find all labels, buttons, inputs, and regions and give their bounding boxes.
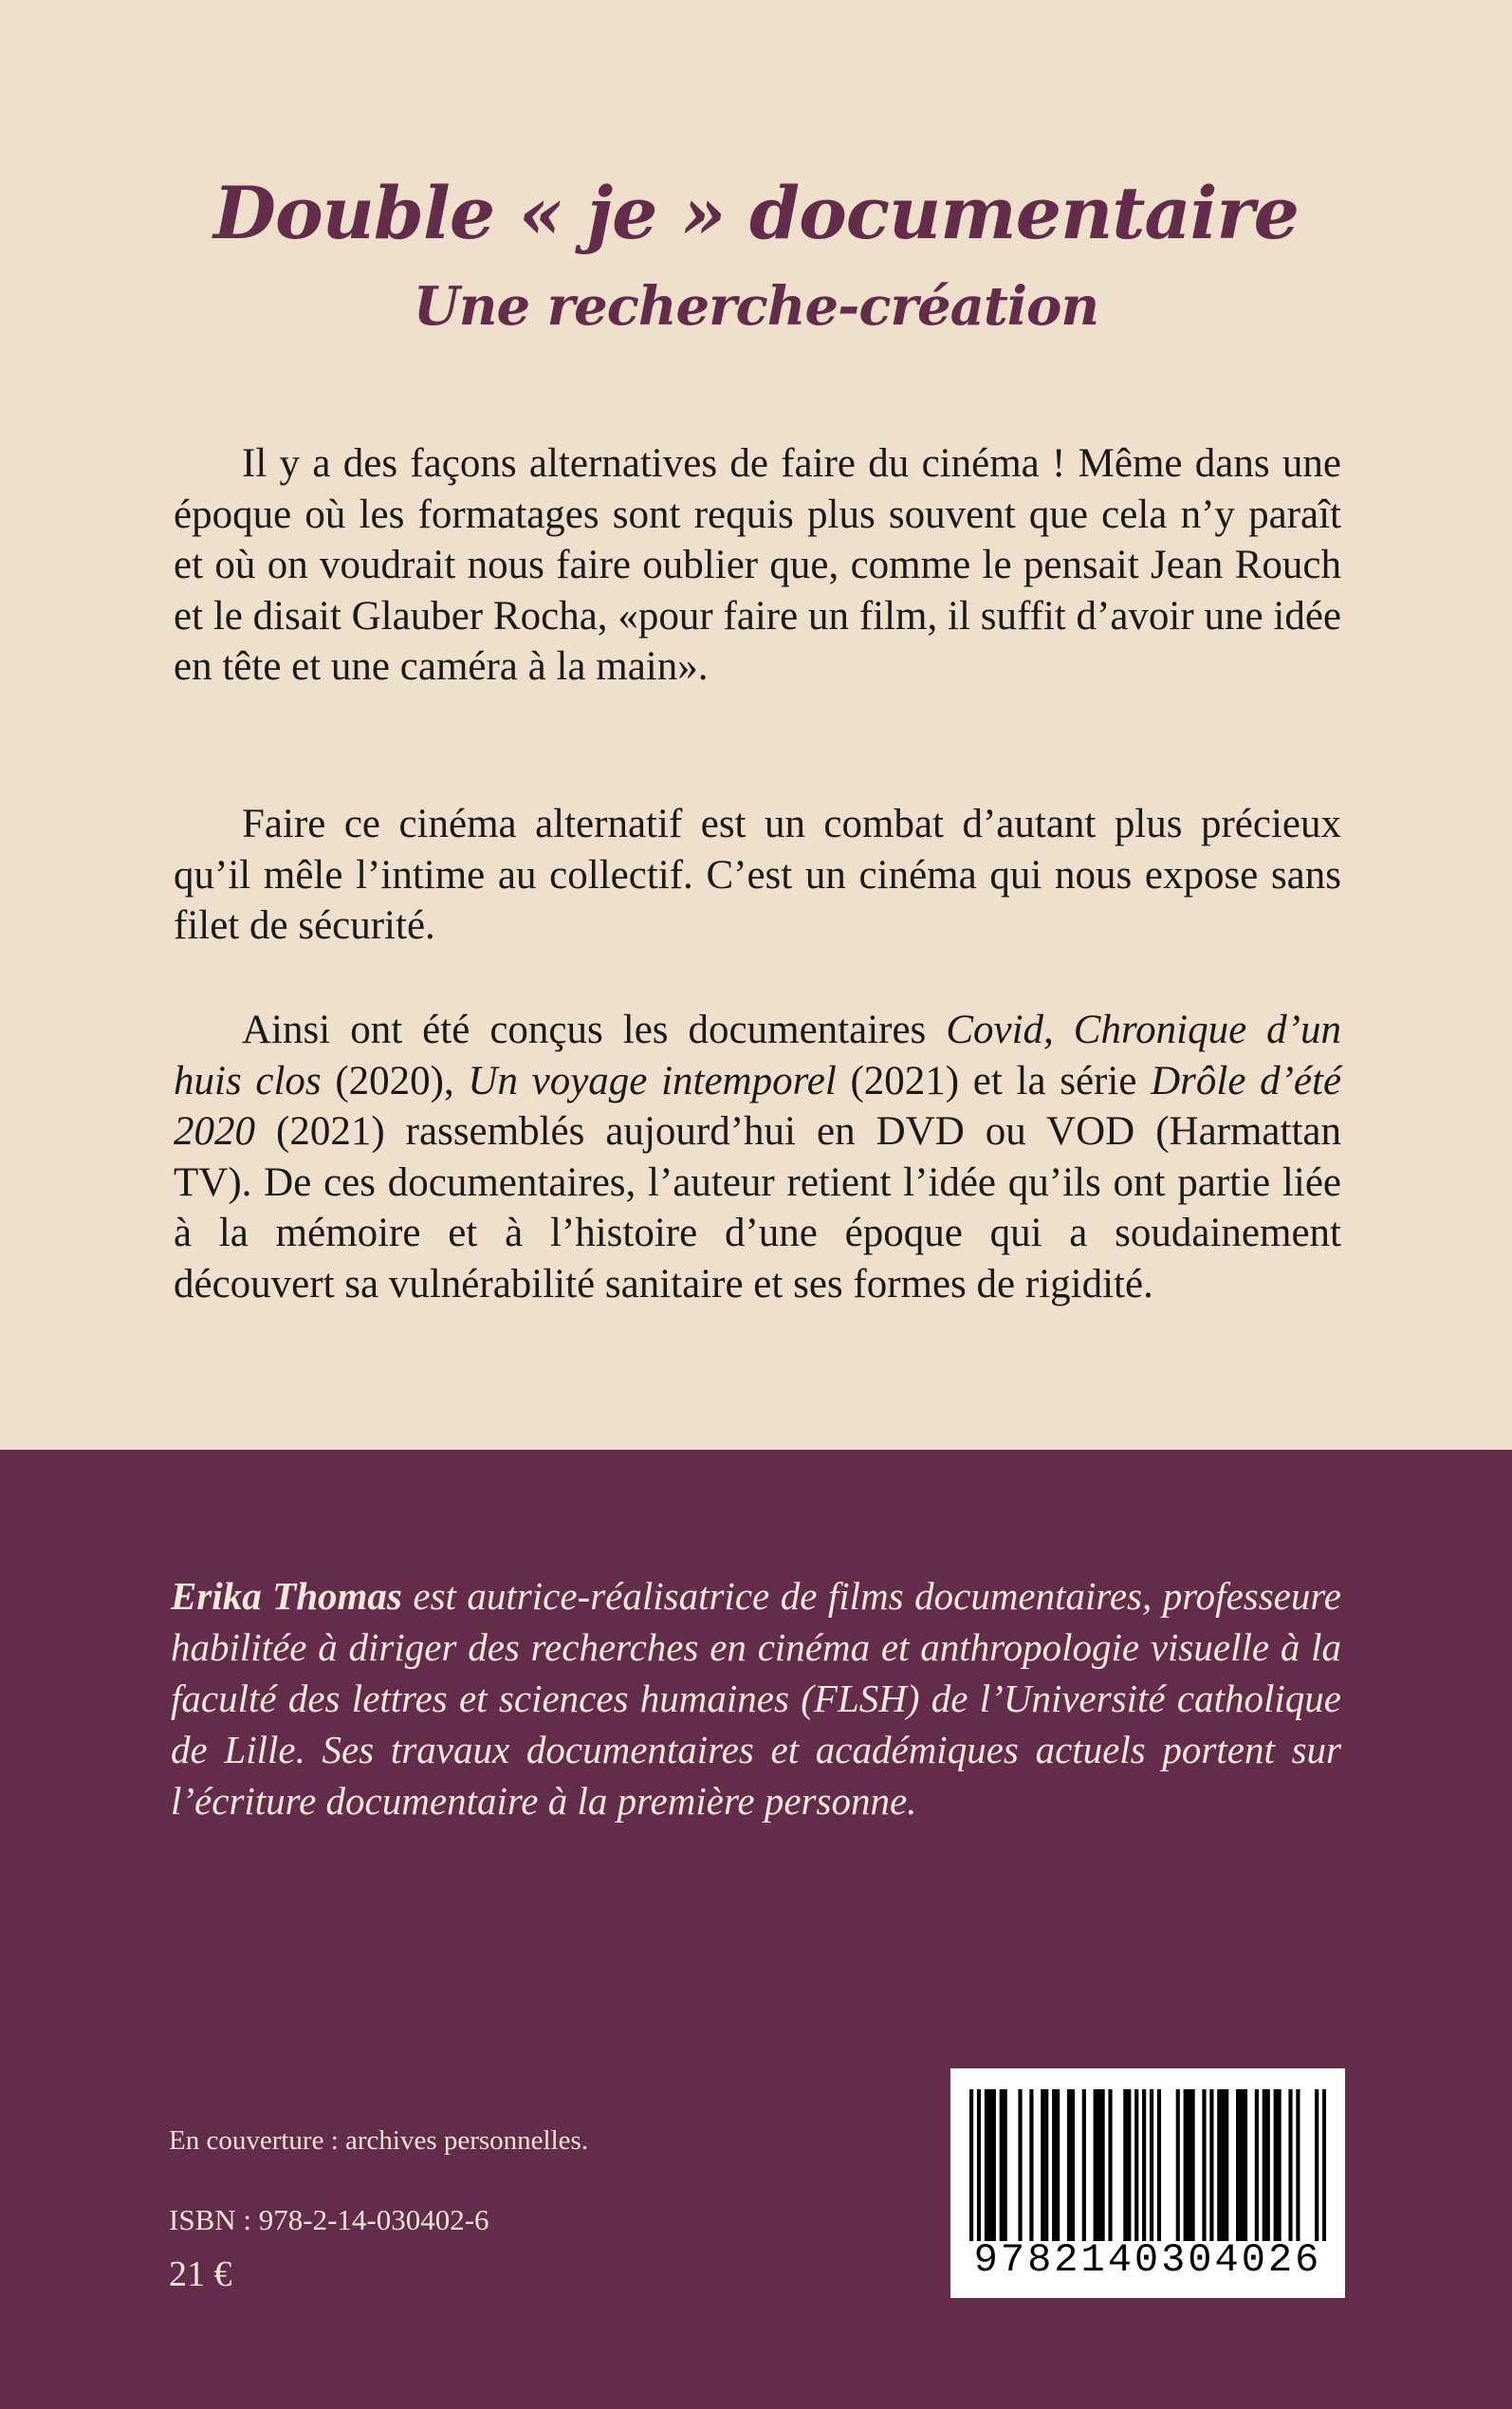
barcode-bar bbox=[1029, 2089, 1033, 2241]
barcode-bar bbox=[1288, 2089, 1292, 2241]
summary-text: (2020), bbox=[321, 1058, 469, 1103]
barcode-bar bbox=[1322, 2089, 1326, 2241]
barcode bbox=[950, 2068, 1345, 2298]
barcode-bar bbox=[1244, 2089, 1247, 2241]
barcode-bar bbox=[1000, 2089, 1004, 2241]
barcode-bar bbox=[977, 2089, 981, 2241]
barcode-bar bbox=[1274, 2089, 1278, 2241]
summary-text: (2021) rassemblés aujourd’hui en DVD ou VOD (Harmattan TV). De ces documentaires, l’auteur retient l’idée qu’ils ont partie liée à la mémoire et à l’histoire d’une époque qui a soudainement découvert sa vulnérabilité sanitaire et ses formes de rigidité. bbox=[174, 1109, 1341, 1306]
barcode-bar bbox=[1094, 2089, 1097, 2241]
barcode-digits: 9782140304026 bbox=[973, 2237, 1322, 2283]
barcode-bar bbox=[1255, 2089, 1259, 2241]
barcode-bar bbox=[1315, 2089, 1318, 2241]
barcode-bar bbox=[1082, 2089, 1086, 2241]
barcode-bar bbox=[1191, 2089, 1195, 2241]
barcode-bar bbox=[1150, 2089, 1153, 2241]
film-title: Drôle d’été 2020 bbox=[174, 1058, 1342, 1154]
author-name: Erika Thomas bbox=[171, 1574, 402, 1618]
barcode-bar bbox=[1134, 2089, 1138, 2241]
summary-paragraph-3 bbox=[174, 1005, 1341, 1309]
barcode-bar bbox=[1225, 2089, 1228, 2241]
summary-text: (2021) et la série bbox=[836, 1058, 1152, 1103]
barcode-bar bbox=[1202, 2089, 1206, 2241]
barcode-bar bbox=[1263, 2089, 1266, 2241]
barcode-bar bbox=[1056, 2089, 1060, 2241]
barcode-bar bbox=[1188, 2089, 1191, 2241]
barcode-bar bbox=[1221, 2089, 1225, 2241]
barcode-bar bbox=[1018, 2089, 1022, 2241]
barcode-bar bbox=[1127, 2089, 1131, 2241]
barcode-bar bbox=[1266, 2089, 1270, 2241]
barcode-bar bbox=[1209, 2089, 1213, 2241]
summary-paragraph-2: Faire ce cinéma alternatif est un combat d’autant plus précieux qu’il mêle l’intime au collectif. C’est un cinéma qui nous expose sans filet de sécurité. bbox=[174, 802, 1341, 948]
summary-paragraph-1: Il y a des façons alternatives de faire du cinéma ! Même dans une époque où les formatages sont requis plus souvent que cela n’y paraît et où on voudrait nous faire oublier que, comme le pensait Jean Rouch et le disait Glauber Rocha, «pour faire un film, il suffit d’avoir une idée en tête et une caméra à la main». bbox=[174, 441, 1341, 689]
barcode-bar bbox=[985, 2089, 988, 2241]
author-bio-text: est autrice-réalisatrice de films documentaires, professeure habilitée à diriger des recherches en cinéma et anthropologie visuelle à la faculté des lettres et sciences humaines (FLSH) de l’Université catholique de Lille. Ses travaux documentaires et académiques actuels portent sur l’écriture documentaire à la première personne. bbox=[171, 1574, 1342, 1823]
film-title: Un voyage intemporel bbox=[468, 1058, 837, 1103]
isbn: ISBN : 978-2-14-030402-6 bbox=[169, 2203, 489, 2236]
barcode-bar bbox=[1184, 2089, 1188, 2241]
barcode-bar bbox=[969, 2089, 973, 2241]
barcode-bar bbox=[1044, 2089, 1048, 2241]
barcode-bar bbox=[1240, 2089, 1244, 2241]
barcode-bar bbox=[992, 2089, 996, 2241]
barcode-bar bbox=[1041, 2089, 1044, 2241]
author-bio bbox=[171, 1570, 1341, 1826]
barcode-bar bbox=[1071, 2089, 1075, 2241]
barcode-bar bbox=[1217, 2089, 1221, 2241]
barcode-bar bbox=[1176, 2089, 1180, 2241]
barcode-bar bbox=[1101, 2089, 1105, 2241]
barcode-bar bbox=[1052, 2089, 1056, 2241]
barcode-bar bbox=[1123, 2089, 1127, 2241]
barcode-bar bbox=[988, 2089, 992, 2241]
barcode-bar bbox=[1067, 2089, 1071, 2241]
barcode-bar bbox=[1296, 2089, 1300, 2241]
book-subtitle: Une recherche-création bbox=[413, 275, 1099, 338]
film-title: Covid, Chronique d’un huis clos bbox=[174, 1008, 1341, 1103]
barcode-bar bbox=[1236, 2089, 1240, 2241]
cover-credit: En couverture : archives personnelles. bbox=[169, 2125, 589, 2156]
summary-text: Ainsi ont été conçus les documentaires bbox=[242, 1008, 947, 1052]
book-title: Double « je » documentaire bbox=[213, 171, 1299, 255]
barcode-bar bbox=[1142, 2089, 1146, 2241]
barcode-bar bbox=[1097, 2089, 1101, 2241]
price: 21 € bbox=[169, 2254, 232, 2294]
barcode-bar bbox=[1157, 2089, 1161, 2241]
barcode-bar bbox=[1278, 2089, 1282, 2241]
barcode-bar bbox=[1004, 2089, 1007, 2241]
barcode-bars bbox=[969, 2089, 1326, 2241]
barcode-bar bbox=[1108, 2089, 1112, 2241]
